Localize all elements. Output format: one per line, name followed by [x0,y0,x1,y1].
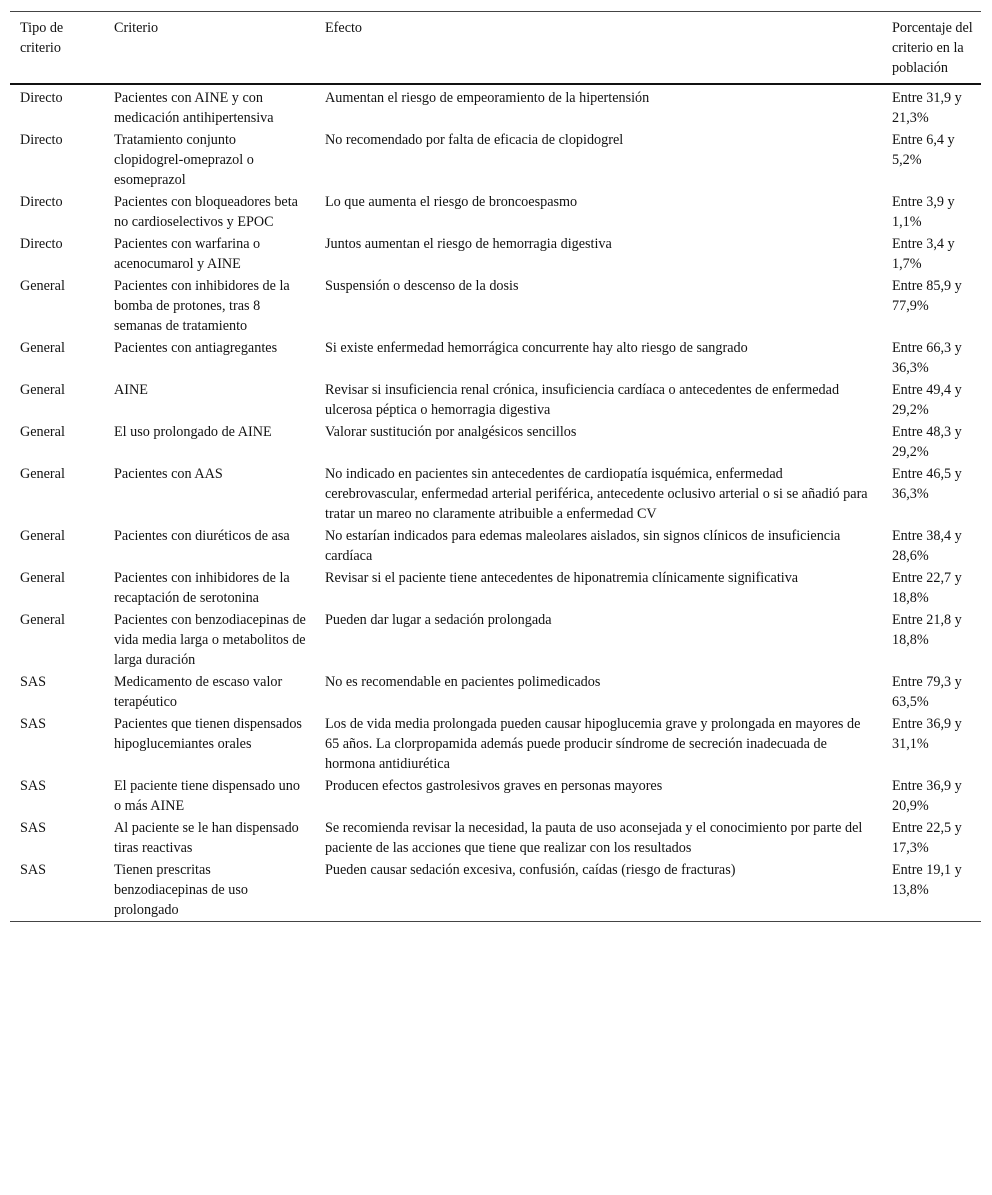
cell-efecto: Lo que aumenta el riesgo de broncoespasmo [325,194,578,210]
cell-criterio: Pacientes con AINE y con medicación antihipertensiva [114,90,274,126]
cell-porcentaje: Entre 19,1 y 13,8% [892,862,962,898]
cell-porcentaje: Entre 46,5 y 36,3% [892,466,962,502]
cell-criterio: Tienen prescritas benzodiacepinas de uso prolongado [114,862,248,918]
cell-criterio: Pacientes que tienen dispensados hipoglucemiantes orales [114,716,302,752]
cell-tipo: General [20,340,65,356]
cell-efecto: No recomendado por falta de eficacia de clopidogrel [325,132,624,148]
cell-criterio: Pacientes con antiagregantes [114,340,278,356]
cell-efecto: No es recomendable en pacientes polimedicados [325,674,601,690]
cell-tipo: SAS [20,716,47,732]
cell-efecto: Suspensión o descenso de la dosis [325,278,519,294]
table-row [10,859,981,922]
cell-tipo: General [20,570,65,586]
cell-tipo: SAS [20,862,47,878]
cell-tipo: General [20,466,65,482]
table-row [10,713,981,775]
cell-porcentaje: Entre 36,9 y 31,1% [892,716,962,752]
cell-criterio: El uso prolongado de AINE [114,424,272,440]
cell-efecto: Producen efectos gastrolesivos graves en personas mayores [325,778,663,794]
cell-criterio: Pacientes con bloqueadores beta no cardioselectivos y EPOC [114,194,298,230]
cell-criterio: Pacientes con benzodiacepinas de vida media larga o metabolitos de larga duración [114,612,306,668]
cell-tipo: General [20,612,65,628]
cell-tipo: SAS [20,674,47,690]
table-row [10,525,981,567]
cell-tipo: Directo [20,132,63,148]
cell-porcentaje: Entre 85,9 y 77,9% [892,278,962,314]
cell-efecto: Pueden dar lugar a sedación prolongada [325,612,552,628]
cell-porcentaje: Entre 22,5 y 17,3% [892,820,962,856]
cell-efecto: Se recomienda revisar la necesidad, la pauta de uso aconsejada y el conocimiento por parte del paciente de las acciones que tiene que realizar con los resultados [325,820,863,856]
header-criterio: Criterio [114,20,159,36]
table-row [10,275,981,337]
cell-tipo: General [20,382,65,398]
table-row [10,129,981,191]
table-row [10,337,981,379]
cell-criterio: Pacientes con inhibidores de la recaptación de serotonina [114,570,290,606]
table-row [10,817,981,859]
cell-efecto: No indicado en pacientes sin antecedentes de cardiopatía isquémica, enfermedad cerebrovascular, enfermedad arterial periférica, antecedente oclusivo arterial o si se añadió para tratar un mareo no claramente atribuible a enfermedad CV [325,466,868,522]
cell-criterio: Tratamiento conjunto clopidogrel-omeprazol o esomeprazol [114,132,254,188]
table-row [10,379,981,421]
cell-porcentaje: Entre 6,4 y 5,2% [892,132,955,168]
criteria-table [10,11,981,922]
cell-efecto: Si existe enfermedad hemorrágica concurrente hay alto riesgo de sangrado [325,340,748,356]
table-row [10,463,981,525]
cell-efecto: Los de vida media prolongada pueden causar hipoglucemia grave y prolongada en mayores de 65 años. La clorpropamida además puede producir síndrome de secreción inadecuada de hormona antidiurética [325,716,861,772]
cell-tipo: SAS [20,778,47,794]
cell-efecto: Aumentan el riesgo de empeoramiento de la hipertensión [325,90,650,106]
cell-tipo: General [20,424,65,440]
cell-tipo: Directo [20,236,63,252]
table-row [10,191,981,233]
cell-porcentaje: Entre 31,9 y 21,3% [892,90,962,126]
cell-criterio: Pacientes con diuréticos de asa [114,528,290,544]
cell-porcentaje: Entre 3,4 y 1,7% [892,236,955,272]
cell-tipo: General [20,528,65,544]
cell-efecto: Juntos aumentan el riesgo de hemorragia digestiva [325,236,612,252]
cell-criterio: Pacientes con inhibidores de la bomba de protones, tras 8 semanas de tratamiento [114,278,290,334]
cell-porcentaje: Entre 66,3 y 36,3% [892,340,962,376]
table-row [10,421,981,463]
cell-efecto: No estarían indicados para edemas maleolares aislados, sin signos clínicos de insuficiencia cardíaca [325,528,841,564]
header-porcentaje: Porcentaje del criterio en la población [892,20,973,76]
cell-porcentaje: Entre 21,8 y 18,8% [892,612,962,648]
cell-efecto: Pueden causar sedación excesiva, confusión, caídas (riesgo de fracturas) [325,862,736,878]
cell-tipo: Directo [20,194,63,210]
cell-porcentaje: Entre 38,4 y 28,6% [892,528,962,564]
cell-porcentaje: Entre 49,4 y 29,2% [892,382,962,418]
cell-porcentaje: Entre 48,3 y 29,2% [892,424,962,460]
cell-tipo: SAS [20,820,47,836]
cell-criterio: Al paciente se le han dispensado tiras reactivas [114,820,299,856]
cell-criterio: AINE [114,382,148,398]
cell-porcentaje: Entre 79,3 y 63,5% [892,674,962,710]
criteria-table-container [10,11,981,922]
cell-criterio: Pacientes con AAS [114,466,223,482]
cell-tipo: General [20,278,65,294]
cell-efecto: Revisar si el paciente tiene antecedentes de hiponatremia clínicamente significativa [325,570,799,586]
table-row [10,233,981,275]
table-row [10,84,981,129]
header-tipo: Tipo de criterio [20,20,64,56]
cell-tipo: Directo [20,90,63,106]
cell-porcentaje: Entre 3,9 y 1,1% [892,194,955,230]
cell-efecto: Revisar si insuficiencia renal crónica, insuficiencia cardíaca o antecedentes de enfermedad ulcerosa péptica o hemorragia digestiva [325,382,840,418]
table-body [10,84,981,922]
cell-criterio: Pacientes con warfarina o acenocumarol y AINE [114,236,261,272]
cell-porcentaje: Entre 22,7 y 18,8% [892,570,962,606]
table-row [10,567,981,609]
cell-criterio: Medicamento de escaso valor terapéutico [114,674,283,710]
table-row [10,609,981,671]
table-header-row [10,12,981,85]
cell-criterio: El paciente tiene dispensado uno o más AINE [114,778,300,814]
cell-efecto: Valorar sustitución por analgésicos sencillos [325,424,577,440]
header-efecto: Efecto [325,20,363,36]
table-row [10,671,981,713]
table-row [10,775,981,817]
cell-porcentaje: Entre 36,9 y 20,9% [892,778,962,814]
